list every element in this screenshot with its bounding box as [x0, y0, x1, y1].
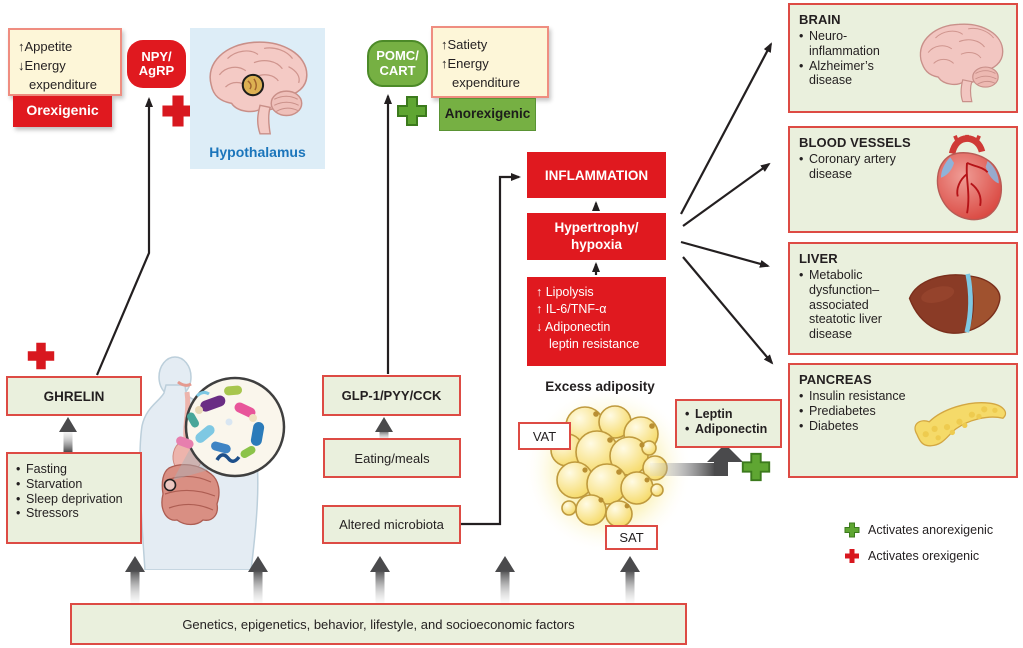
arrow-to-brain: [681, 44, 771, 214]
adipokine-item: • Leptin: [685, 407, 776, 422]
effect-line: ↑Satiety: [441, 37, 488, 52]
liver-outcome-box: [788, 242, 1018, 355]
trigger-item: • Stressors: [16, 506, 136, 521]
trigger-item: • Fasting: [16, 462, 136, 477]
adipose-effects-box: [527, 277, 666, 366]
outcome-item: • Coronary artery disease: [799, 152, 911, 182]
outcome-item: • Prediabetes: [799, 404, 911, 419]
hypertrophy-line: hypoxia: [570, 236, 622, 252]
adipose-effect-line: leptin resistance: [549, 336, 640, 351]
pomc-label-line: POMC/: [376, 48, 419, 64]
brain-outcome-box: [788, 3, 1018, 113]
human-figure-illustration: [133, 352, 320, 570]
green-plus-icon: [843, 521, 861, 539]
green-plus-icon: [739, 450, 773, 484]
hypothalamus-brain-icon: [197, 32, 319, 136]
pomc-label-line: CART: [379, 62, 416, 78]
trigger-item: • Sleep deprivation: [16, 492, 136, 507]
effect-line: ↑Energy: [441, 55, 489, 71]
organ-title: PANCREAS: [799, 372, 872, 387]
hypothalamus-label: Hypothalamus: [209, 144, 306, 160]
adipose-effect-line: ↓ Adiponectin: [536, 319, 611, 334]
satiety-effects-box: [431, 26, 549, 98]
arrow-to-liver: [681, 242, 768, 266]
excess-adiposity-label: Excess adiposity: [545, 379, 655, 394]
ghrelin-box: GHRELIN: [6, 376, 142, 416]
effect-line: ↓Energy: [18, 57, 66, 73]
hypertrophy-line: Hypertrophy/: [554, 220, 639, 236]
npy-label-line: NPY/: [141, 48, 172, 64]
outcome-item: • Alzheimer’s disease: [799, 59, 911, 89]
organ-title: BLOOD VESSELS: [799, 135, 911, 150]
hypertrophy-box: [527, 213, 666, 260]
ghrelin-triggers-box: [6, 452, 142, 544]
vat-label-box: VAT: [518, 422, 571, 450]
root-factors-box: Genetics, epigenetics, behavior, lifestyle, and socioeconomic factors: [70, 603, 687, 645]
adipokines-box: [675, 399, 782, 448]
npy-agrp-node: [127, 40, 186, 88]
pomc-cart-node: [367, 40, 428, 87]
adipose-effect-line: ↑ IL-6/TNF-α: [536, 302, 607, 317]
organ-title: BRAIN: [799, 12, 841, 27]
inflammation-box: INFLAMMATION: [527, 152, 666, 198]
arrow-ghrelin-to-npy: [97, 99, 149, 375]
effect-line: expenditure: [452, 74, 520, 90]
red-plus-icon: [24, 339, 58, 373]
liver-icon: [902, 266, 1010, 342]
adipose-effect-line: ↑ Lipolysis: [536, 285, 594, 299]
arrow-to-blood-vessels: [683, 164, 769, 226]
pancreas-outcome-box: [788, 363, 1018, 478]
sat-label-box: SAT: [605, 525, 658, 550]
orexigenic-tag: Orexigenic: [13, 96, 112, 127]
legend-label: Activates anorexigenic: [868, 523, 994, 537]
appetite-effects-box: [8, 28, 122, 96]
heart-icon: [926, 134, 1010, 229]
hypothalamus-panel: [190, 28, 325, 169]
anorexigenic-tag: Anorexigenic: [439, 98, 536, 131]
blood-vessels-outcome-box: [788, 126, 1018, 233]
arrow-to-pancreas: [683, 257, 772, 363]
trigger-item: • Starvation: [16, 477, 136, 492]
glp-pyy-cck-box: GLP-1/PYY/CCK: [322, 375, 461, 416]
green-plus-icon: [394, 92, 430, 130]
sample-site-marker: [165, 480, 176, 491]
red-plus-icon: [843, 547, 861, 565]
outcome-item: • Diabetes: [799, 419, 911, 434]
effect-line: expenditure: [29, 76, 97, 92]
arrow-microbiota-to-inflammation: [461, 177, 519, 524]
legend-anorexigenic: [843, 521, 993, 539]
legend-label: Activates orexigenic: [868, 549, 980, 563]
organ-title: LIVER: [799, 251, 838, 266]
legend-orexigenic: [843, 547, 979, 565]
pancreas-icon: [908, 395, 1010, 453]
npy-label-line: AgRP: [138, 63, 175, 78]
outcome-item: • Metabolic dysfunction–associated steatotic liver disease: [799, 268, 911, 342]
adipokine-item: • Adiponectin: [685, 422, 776, 437]
eating-meals-box: Eating/meals: [323, 438, 461, 478]
brain-icon: [910, 13, 1010, 103]
outcome-item: • Insulin resistance: [799, 389, 911, 404]
altered-microbiota-box: Altered microbiota: [322, 505, 461, 544]
outcome-item: • Neuro-inflammation: [799, 29, 911, 59]
effect-line: ↑Appetite: [18, 39, 73, 54]
